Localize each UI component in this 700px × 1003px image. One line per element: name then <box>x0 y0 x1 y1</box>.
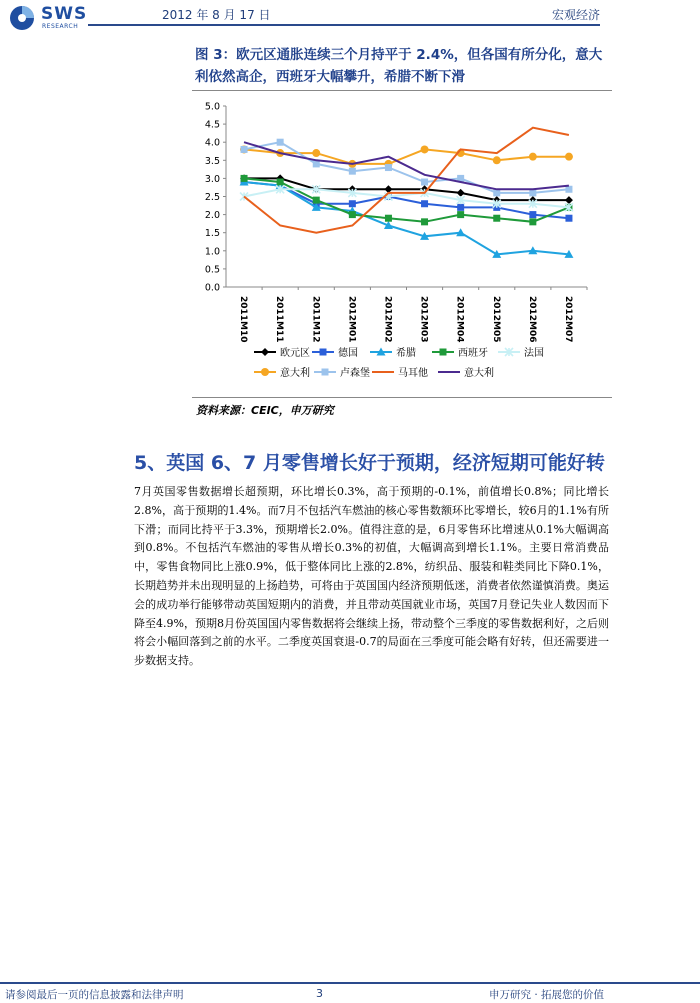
section-title: 5、英国 6、7 月零售增长好于预期，经济短期可能好转 <box>134 452 605 474</box>
legend-label: 欧元区 <box>280 348 310 359</box>
y-tick-label: 3.0 <box>204 173 220 185</box>
header-divider <box>88 24 600 26</box>
series-point <box>385 164 392 171</box>
legend-swatch-marker <box>320 349 327 356</box>
series-line <box>244 149 569 164</box>
y-tick-label: 2.5 <box>204 192 220 203</box>
x-tick-label: 2012M03 <box>418 296 429 343</box>
series-point <box>529 189 536 196</box>
series-point <box>241 175 248 182</box>
report-date: 2012 年 8 月 17 日 <box>162 8 271 22</box>
legend-label: 意大利 <box>464 368 494 379</box>
legend-label: 希腊 <box>396 348 416 359</box>
legend-label: 马耳他 <box>398 368 428 379</box>
series-point <box>565 153 573 161</box>
y-tick-label: 0.0 <box>204 282 220 294</box>
y-tick-label: 4.5 <box>204 119 220 131</box>
figure-source: 资料来源：CEIC，申万研究 <box>196 404 334 417</box>
x-tick-label: 2012M02 <box>382 296 393 343</box>
legend-swatch-marker <box>261 368 269 376</box>
series-point <box>312 149 320 157</box>
series-point <box>241 146 248 153</box>
series-point <box>457 204 464 211</box>
series-point <box>277 139 284 146</box>
y-tick-label: 0.5 <box>204 264 220 276</box>
sws-logo <box>8 3 88 33</box>
y-tick-label: 1.0 <box>204 246 220 258</box>
x-tick-label: 2012M07 <box>562 296 573 343</box>
series-point <box>493 156 501 164</box>
series-point <box>493 215 500 222</box>
footer-divider <box>0 982 700 984</box>
series-point <box>457 211 464 218</box>
x-tick-label: 2011M12 <box>310 296 321 343</box>
legend-swatch-marker <box>261 348 269 356</box>
series-point <box>421 179 428 186</box>
x-tick-label: 2011M11 <box>274 296 285 343</box>
legend-label: 西班牙 <box>458 348 488 359</box>
legend-swatch-marker <box>322 369 329 376</box>
series-point <box>277 179 284 186</box>
series-line <box>244 142 569 193</box>
series-point <box>493 189 500 196</box>
report-category: 宏观经济 <box>551 8 600 22</box>
legend-label: 法国 <box>524 348 544 359</box>
series-point <box>349 211 356 218</box>
legend-label: 意大利 <box>280 368 310 379</box>
logo-text: SWS <box>41 4 88 24</box>
logo-subtext: RESEARCH <box>42 23 79 30</box>
x-tick-label: 2012M06 <box>526 296 537 343</box>
logo-mark-icon <box>8 3 38 33</box>
series-point <box>421 218 428 225</box>
x-tick-label: 2012M04 <box>454 296 465 343</box>
series-point <box>385 215 392 222</box>
series-point <box>421 200 428 207</box>
series-point <box>349 168 356 175</box>
figure-bottom-rule <box>192 397 612 398</box>
series-point <box>457 189 465 197</box>
series-point <box>529 211 536 218</box>
series-point <box>313 197 320 204</box>
y-tick-label: 5.0 <box>204 101 220 113</box>
series-point <box>349 200 356 207</box>
footer-disclaimer[interactable]: 请参阅最后一页的信息披露和法律声明 <box>5 989 184 1001</box>
legend-swatch-marker <box>440 349 447 356</box>
legend-label: 卢森堡 <box>340 368 370 379</box>
inflation-line-chart <box>192 92 612 397</box>
series-point <box>565 215 572 222</box>
series-point <box>529 218 536 225</box>
figure-top-rule <box>192 90 612 91</box>
x-tick-label: 2012M01 <box>346 296 357 343</box>
page-number: 3 <box>316 987 323 1000</box>
series-point <box>565 196 573 204</box>
series-point <box>421 145 429 153</box>
series-point <box>529 153 537 161</box>
legend-label: 德国 <box>338 348 358 359</box>
y-tick-label: 1.5 <box>204 228 220 240</box>
x-tick-label: 2012M05 <box>490 296 501 343</box>
series-line <box>244 128 569 233</box>
section-body: 7月英国零售数据增长超预期，环比增长0.3%，高于预期的-0.1%，前值增长0.8%；同比增长2.8%，高于预期的1.4%。而7月不包括汽车燃油的核心零售数额环比零增长，较6月的1.1%有所下滑；而同比持平于3.3%，预期增长2.0%。值得注意的是，6月零售环比增速从0.1%大幅调高到0.8%。不包括汽车燃油的零售从增长0.3%的初值，大幅调高到增长1.1%。主要日常消费品中，零售食物同比上涨0.9%，低于整体同比上涨的2.8%，纺织品、服装和鞋类同比下降0.1%，长期趋势并未出现明显的上扬趋势，可将由于英国国内经济预期低迷，消费者依然谨慎消费。奥运会的成功举行能够带动英国短期内的消费，并且带动英国就业市场，英国7月登记失业人数因而下降至4.9%，预期8月份英国国内零售数据将会继续上扬，带动整个三季度的零售数据利好，之后则将会小幅回落到之前的水平。二季度英国衰退-0.7的局面在三季度可能会略有好转，但还需要进一步数据支持。 <box>134 485 609 668</box>
y-tick-label: 2.0 <box>204 210 220 222</box>
y-tick-label: 4.0 <box>204 137 220 149</box>
figure-title: 图 3：欧元区通胀连续三个月持平于 2.4%，但各国有所分化，意大利依然高企，西班牙大幅攀升，希腊不断下滑 <box>195 47 603 85</box>
x-tick-label: 2011M10 <box>238 296 249 343</box>
y-tick-label: 3.5 <box>204 155 220 167</box>
footer-slogan: 申万研究 · 拓展您的价值 <box>488 989 604 1001</box>
